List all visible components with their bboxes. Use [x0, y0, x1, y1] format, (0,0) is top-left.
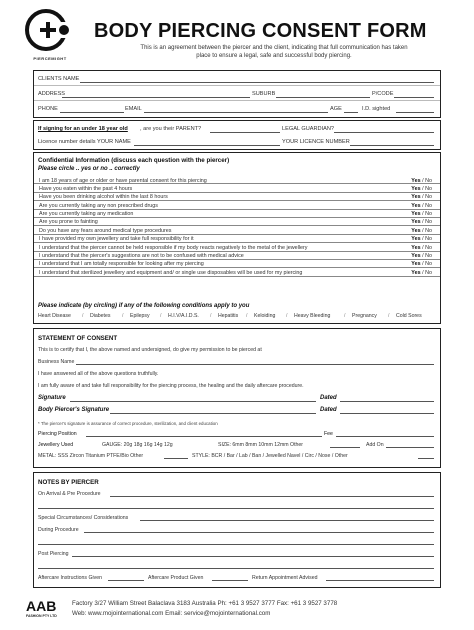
parent-row [34, 121, 440, 134]
guardian-field[interactable] [334, 132, 434, 133]
yes-no-separator: / [420, 236, 426, 243]
condition-option[interactable]: Pregnancy [352, 313, 377, 319]
condition-separator: / [344, 313, 346, 319]
condition-separator: / [210, 313, 212, 319]
pcode-label: P/CODE [372, 91, 394, 97]
confidential-info-box [33, 152, 441, 324]
no-option[interactable]: No [425, 269, 432, 276]
piercing-position-field[interactable] [86, 436, 322, 437]
phone-label: PHONE [38, 106, 58, 112]
size-other-field[interactable] [330, 447, 360, 448]
question-row [34, 176, 440, 184]
return-label: Return Appointment Advised [252, 575, 318, 581]
suburb-field[interactable] [276, 97, 370, 98]
add-on-label: Add On [366, 442, 384, 448]
metal-other-field[interactable] [164, 458, 188, 459]
yes-no-separator: / [420, 244, 426, 251]
client-name-label: CLIENTS NAME [38, 76, 80, 82]
no-option[interactable]: No [425, 253, 432, 260]
footer [26, 598, 456, 628]
address-label: ADDRESS [38, 91, 66, 97]
arrival-field-2[interactable] [38, 508, 434, 509]
no-option[interactable]: No [425, 194, 432, 201]
yes-no-choice[interactable] [411, 178, 432, 184]
no-option[interactable]: No [425, 261, 432, 268]
question-row [34, 201, 440, 209]
condition-separator: / [246, 313, 248, 319]
yes-option[interactable]: Yes [411, 211, 421, 218]
email-field[interactable] [144, 112, 328, 113]
post-label: Post Piercing [38, 551, 69, 557]
yes-no-choice[interactable] [411, 211, 432, 217]
piercing-position-label: Piercing Position [38, 431, 77, 437]
suburb-label: SUBURB [252, 91, 276, 97]
signature-label: Signature [38, 395, 66, 401]
yes-option[interactable]: Yes [411, 177, 421, 184]
yes-no-choice[interactable] [411, 186, 432, 192]
fee-field[interactable] [336, 436, 434, 437]
condition-option[interactable]: Heavy Bleeding [294, 313, 331, 319]
piercer-note: * The piercer's signature is assurance of correct procedure, sterilization, and client education [38, 421, 218, 426]
logo-icon [24, 8, 76, 56]
notes-title: NOTES BY PIERCER [38, 479, 99, 486]
condition-separator: / [122, 313, 124, 319]
parent-field[interactable] [210, 132, 280, 133]
piercer-signature-label: Body Piercer's Signature [38, 407, 110, 413]
conditions-title: Please indicate (by circling) if any of the following conditions apply to you [38, 303, 250, 309]
aware-text: I am fully aware of and take full responsibility for the piercing process, the healing and the daily aftercare procedure. [38, 383, 304, 389]
post-field-2[interactable] [38, 568, 434, 569]
condition-option[interactable]: Diabetes [90, 313, 111, 319]
footer-address: Factory 3/27 William Street Balaclava 3183 Australia Ph: +61 3 9527 3777 Fax: +61 3 9527 3778 [72, 600, 338, 607]
yes-no-separator: / [420, 185, 426, 192]
question-row [34, 252, 440, 260]
yes-no-choice[interactable] [411, 261, 432, 267]
during-field[interactable] [84, 532, 434, 533]
address-row [34, 86, 440, 101]
piercer-signature-field[interactable] [110, 413, 316, 414]
pcode-field[interactable] [394, 97, 434, 98]
no-option[interactable]: No [425, 227, 432, 234]
yes-option[interactable]: Yes [411, 219, 421, 226]
condition-option[interactable]: H.I.V/A.I.D.S. [168, 313, 199, 319]
yes-no-separator: / [420, 269, 426, 276]
age-label: AGE [330, 106, 342, 112]
your-licence-label: YOUR LICENCE NUMBER [282, 139, 350, 145]
yes-no-separator: / [420, 219, 426, 226]
question-text: Are you prone to fainting [39, 219, 98, 226]
yes-no-separator: / [420, 202, 426, 209]
gauge-options[interactable]: GAUGE: 20g 18g 16g 14g 12g [102, 442, 173, 448]
business-name-label: Business Name [38, 359, 75, 365]
condition-separator: / [82, 313, 84, 319]
yes-option[interactable]: Yes [411, 269, 421, 276]
yes-option[interactable]: Yes [411, 253, 421, 260]
question-text: I understand that the piercer's suggestions are not to be confused with medical advice [39, 253, 244, 260]
question-text: I am 18 years of age or older or have parental consent for this piercing [39, 177, 207, 184]
consent-title: STATEMENT OF CONSENT [38, 335, 118, 342]
yes-no-choice[interactable] [411, 203, 432, 209]
metal-options[interactable]: METAL: SSS Zircon Titanium PTFE/Bio Other [38, 453, 144, 459]
address-field[interactable] [62, 97, 250, 98]
condition-separator: / [286, 313, 288, 319]
fee-label: Fee [324, 431, 333, 437]
style-other-field[interactable] [418, 458, 434, 459]
form-title: BODY PIERCING CONSENT FORM [94, 20, 427, 42]
yes-no-choice[interactable] [411, 194, 432, 200]
yes-no-choice[interactable] [411, 228, 432, 234]
piercer-dated-field[interactable] [340, 413, 434, 414]
piercer-notes-box [33, 472, 441, 588]
condition-option[interactable]: Cold Sores [396, 313, 422, 319]
yes-no-separator: / [420, 253, 426, 260]
piercer-dated-label: Dated [320, 407, 337, 413]
question-row [34, 193, 440, 201]
guardian-label: LEGAL GUARDIAN? [282, 126, 335, 132]
condition-option[interactable]: Heart Disease [38, 313, 71, 319]
post-field[interactable] [72, 556, 434, 557]
piercemight-logo [24, 8, 76, 66]
yes-no-separator: / [420, 261, 426, 268]
add-on-field[interactable] [386, 447, 434, 448]
form-subtitle: This is an agreement between the piercer and the client, indicating that full communication has taken place to ensure a legal, safe and successful body piercing. [140, 45, 408, 59]
yes-no-separator: / [420, 227, 426, 234]
id-sighted-field[interactable] [396, 112, 434, 113]
condition-separator: / [388, 313, 390, 319]
age-field[interactable] [344, 112, 358, 113]
aftercare-given-label: Aftercare Instructions Given [38, 575, 103, 581]
dated-field[interactable] [340, 401, 434, 402]
yes-option[interactable]: Yes [411, 261, 421, 268]
licence-row [34, 134, 440, 147]
under-18-label: If signing for an under 18 year old [38, 126, 128, 132]
special-field[interactable] [140, 520, 434, 521]
client-details-box [33, 70, 441, 118]
arrival-field[interactable] [110, 496, 434, 497]
size-options[interactable]: SIZE: 6mm 8mm 10mm 12mm Other [218, 442, 304, 448]
product-given-label: Aftercare Product Given [148, 575, 204, 581]
business-name-field[interactable] [76, 364, 434, 365]
licence-label: Licence number details YOUR NAME [38, 139, 131, 145]
yes-no-separator: / [420, 194, 426, 201]
question-text: I understand that I am totally responsible for looking after my piercing [39, 261, 204, 268]
product-given-field[interactable] [212, 580, 248, 581]
yes-no-choice[interactable] [411, 219, 432, 225]
no-option[interactable]: No [425, 202, 432, 209]
yes-option[interactable]: Yes [411, 202, 421, 209]
aab-logo-sub: FASHION PTY LTD [26, 614, 57, 618]
no-option[interactable]: No [425, 177, 432, 184]
question-row [34, 184, 440, 192]
question-row [34, 268, 440, 276]
no-option[interactable]: No [425, 185, 432, 192]
return-field[interactable] [326, 580, 434, 581]
question-list [34, 176, 440, 277]
no-option[interactable]: No [425, 219, 432, 226]
certify-text: This is to certify that I, the above named and undersigned, do give my permission to be pierced at [38, 347, 262, 353]
no-option[interactable]: No [425, 211, 432, 218]
yes-option[interactable]: Yes [411, 244, 421, 251]
question-row [34, 226, 440, 234]
dated-label: Dated [320, 395, 337, 401]
question-text: Are you currently taking any non prescribed drugs [39, 202, 158, 209]
your-name-field[interactable] [134, 145, 280, 146]
minor-consent-box [33, 120, 441, 150]
question-text: Have you been drinking alcohol within the last 8 hours [39, 194, 168, 201]
aab-logo: AAB [26, 598, 57, 614]
yes-option[interactable]: Yes [411, 185, 421, 192]
condition-separator: / [160, 313, 162, 319]
question-text: I understand that sterilized jewellery and equipment and/ or single use disposables will be used for my piercing [39, 269, 303, 276]
parent-label: , are you their PARENT? [140, 126, 202, 132]
yes-option[interactable]: Yes [411, 227, 421, 234]
arrival-label: On Arrival & Pre Procedure [38, 491, 101, 497]
logo-text: PIERCEMIGHT [33, 56, 67, 61]
yes-no-choice[interactable] [411, 245, 432, 251]
jewellery-used-label: Jewellery Used [38, 442, 74, 448]
phone-row [34, 101, 440, 116]
yes-no-separator: / [420, 211, 426, 218]
phone-field[interactable] [60, 112, 124, 113]
question-text: I have provided my own jewellery and take full responsibility for it [39, 236, 194, 243]
question-text: Do you have any fears around medical type procedures [39, 227, 172, 234]
confidential-title: Confidential Information (discuss each question with the piercer) [38, 157, 230, 164]
email-label: EMAIL [125, 106, 142, 112]
yes-no-separator: / [420, 177, 426, 184]
condition-option[interactable]: Epilepsy [130, 313, 150, 319]
id-sighted-label: I.D. sighted [362, 106, 391, 112]
form-header [24, 8, 454, 66]
consent-box [33, 328, 441, 468]
yes-no-choice[interactable] [411, 253, 432, 259]
question-row [34, 218, 440, 226]
answered-text: I have answered all of the above questions truthfully. [38, 371, 159, 377]
client-name-row [34, 71, 440, 86]
question-row [34, 243, 440, 251]
no-option[interactable]: No [425, 244, 432, 251]
licence-number-field[interactable] [350, 145, 434, 146]
question-row [34, 210, 440, 218]
style-options[interactable]: STYLE: BCR / Bar / Lab / Ban / Jewelled Navel / Circ / Nose / Other [192, 453, 348, 459]
condition-option[interactable]: Hepatitis [218, 313, 239, 319]
circle-instruction: Please circle .. yes or no .. correctly [38, 166, 140, 172]
question-text: I understand that the piercer cannot be held responsible if my body reacts negatively to the metal of the jewellery [39, 244, 308, 251]
special-label: Special Circumstances/ Considerations [38, 515, 129, 521]
no-option[interactable]: No [425, 236, 432, 243]
yes-no-choice[interactable] [411, 236, 432, 242]
signature-field[interactable] [70, 401, 316, 402]
question-row [34, 235, 440, 243]
aftercare-given-field[interactable] [108, 580, 144, 581]
yes-option[interactable]: Yes [411, 194, 421, 201]
during-label: During Procedure [38, 527, 79, 533]
yes-option[interactable]: Yes [411, 236, 421, 243]
yes-no-choice[interactable] [411, 270, 432, 276]
question-row [34, 260, 440, 268]
question-text: Have you eaten within the past 4 hours [39, 185, 133, 192]
condition-option[interactable]: Keloiding [254, 313, 276, 319]
footer-contact: Web: www.mojointernational.com Email: service@mojointernational.com [72, 610, 271, 617]
client-name-field[interactable] [80, 82, 434, 83]
during-field-2[interactable] [38, 544, 434, 545]
question-text: Are you currently taking any medication [39, 211, 134, 218]
